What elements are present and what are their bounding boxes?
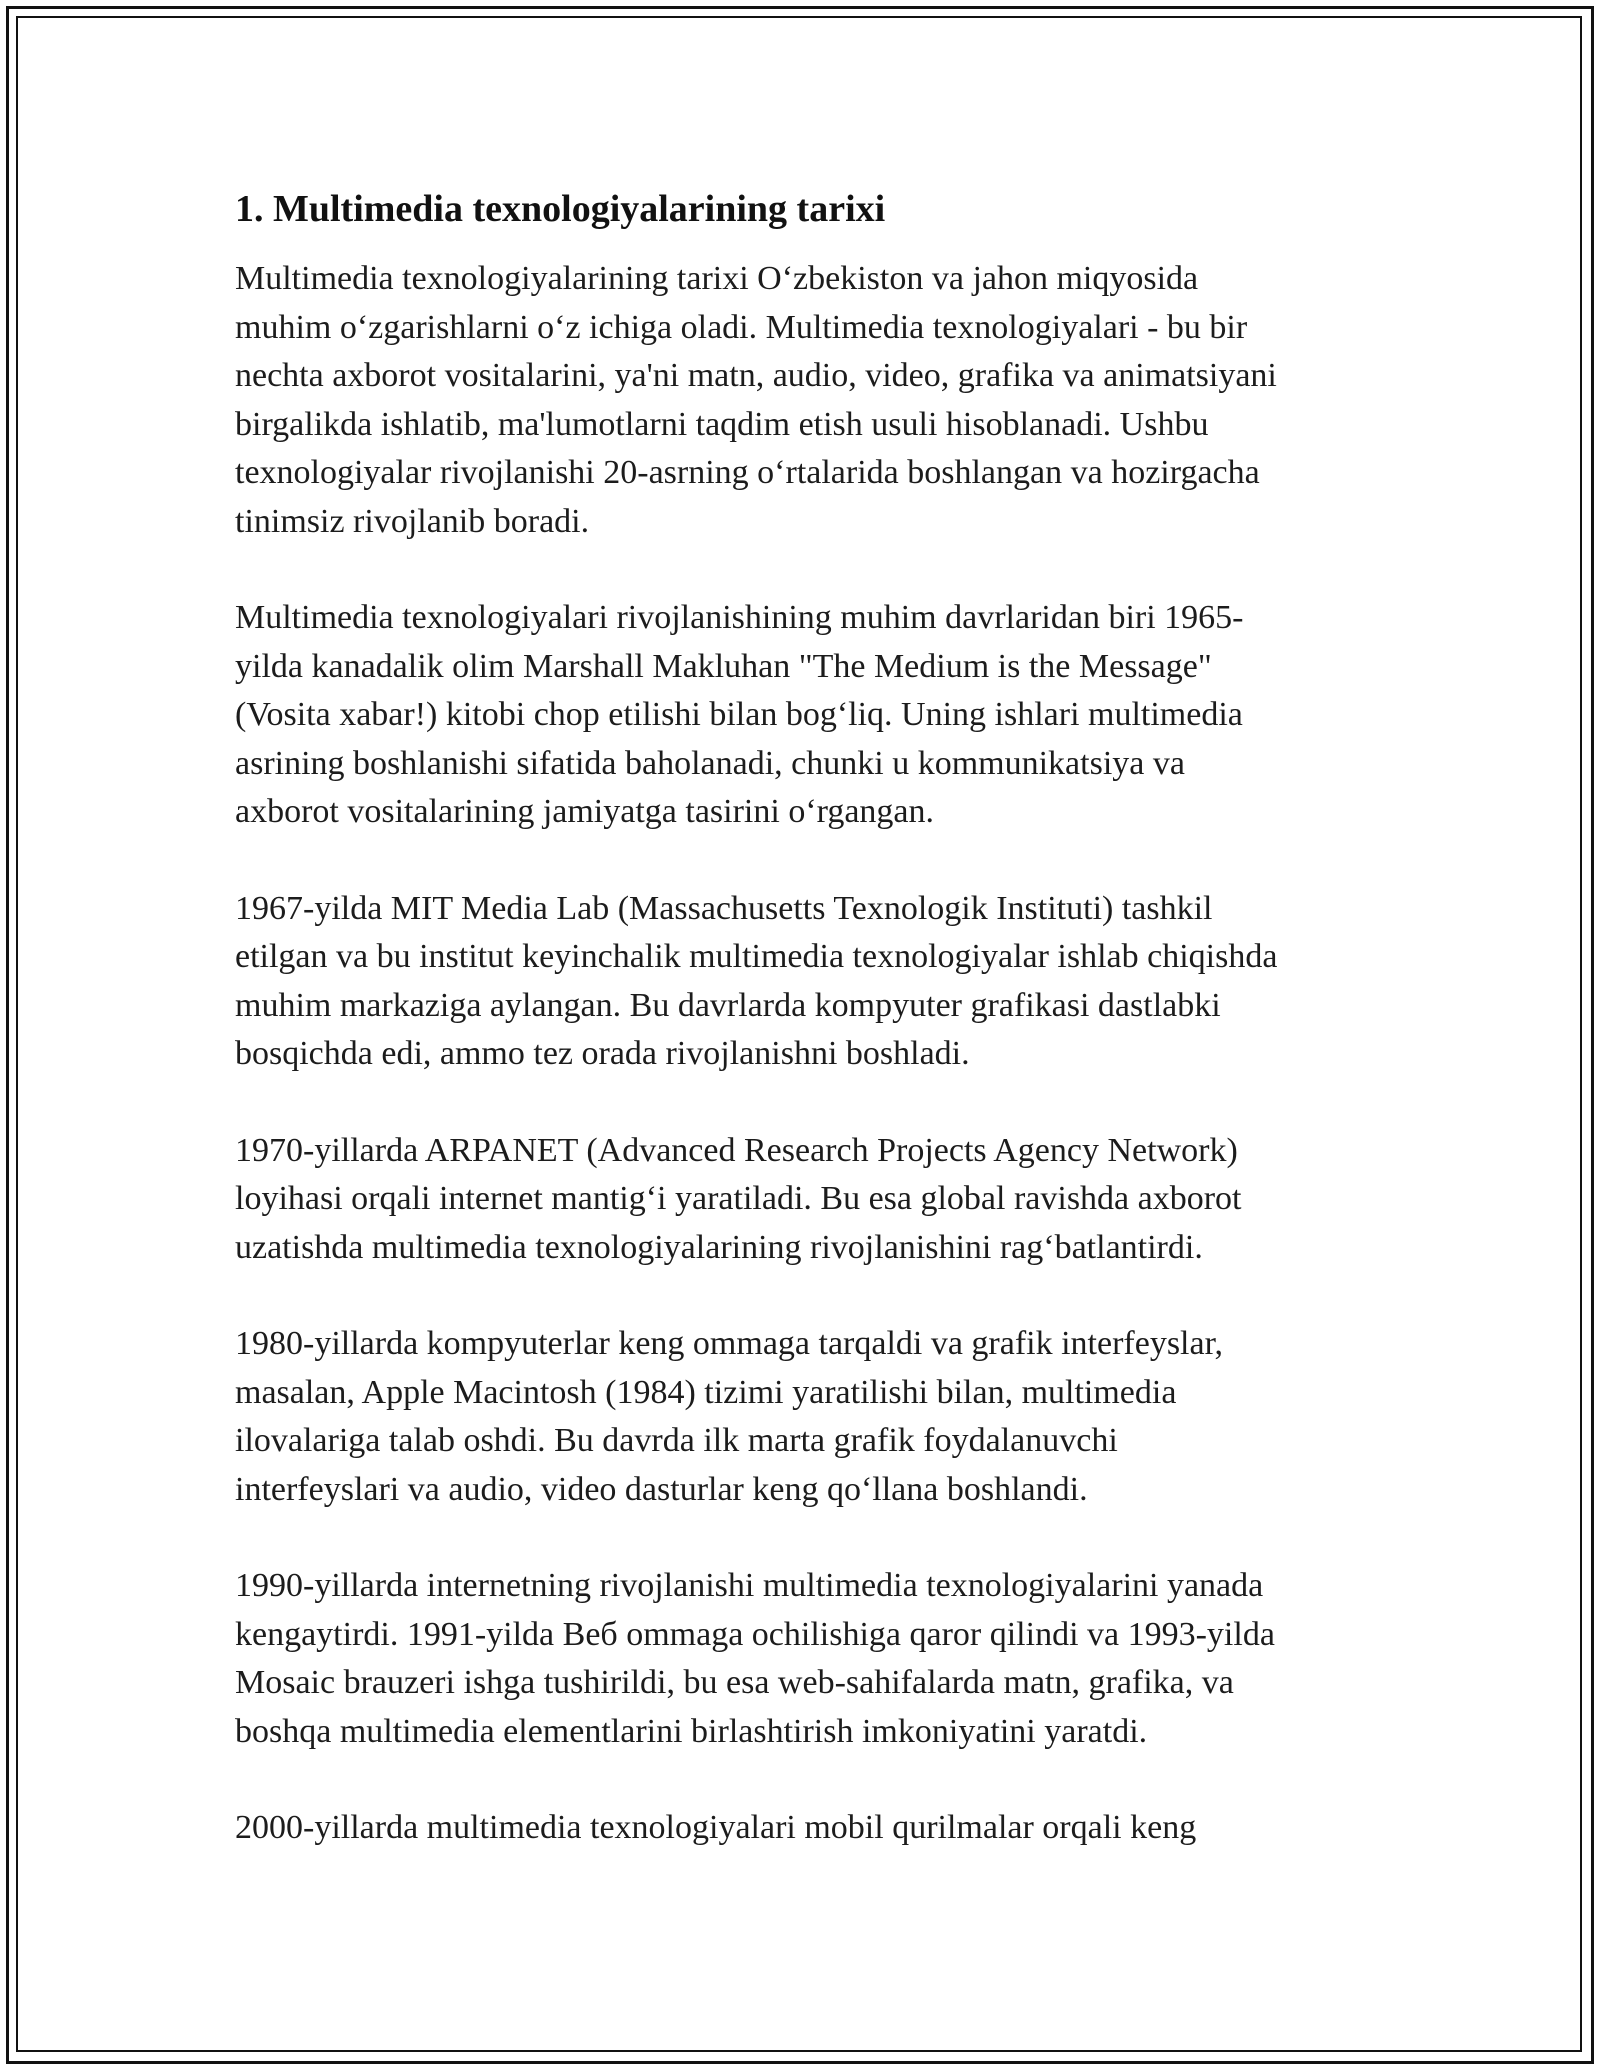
paragraph-intro: Multimedia texnologiyalarining tarixi O‘zbekiston va jahon miqyosida muhim o‘zgarishlarni o‘z ichiga oladi. Multimedia texnologiyalari - bu bir nechta axborot vositalarini, ya'ni matn, audio, video, grafika va animatsiyani birgalikda ishlatib, ma'lumotlarni taqdim etish usuli hisoblanadi. Ushbu texnologiyalar rivojlanishi 20-asrning o‘rtalarida boshlangan va hozirgacha tinimsiz rivojlanib boradi. — [235, 260, 1277, 540]
document-body — [235, 185, 1385, 1901]
paragraph-1990s: 1990-yillarda internetning rivojlanishi multimedia texnologiyalarini yanada kengaytirdi. 1991-yilda Веб ommaga ochilishiga qaror qilindi va 1993-yilda Mosaic brauzeri ishga tushirildi, bu esa web-sahifalarda matn, grafika, va boshqa multimedia elementlarini birlashtirish imkoniyatini yaratdi. — [235, 1567, 1275, 1750]
paragraph-1967: 1967-yilda MIT Media Lab (Massachusetts Texnologik Instituti) tashkil etilgan va bu institut keyinchalik multimedia texnologiyalar ishlab chiqishda muhim markaziga aylangan. Bu davrlarda kompyuter grafikasi dastlabki bosqichda edi, ammo tez orada rivojlanishni boshladi. — [235, 889, 1278, 1072]
paragraph-1965: Multimedia texnologiyalari rivojlanishining muhim davrlaridan biri 1965- yilda kanadalik olim Marshall Makluhan "The Medium is the Message" (Vosita xabar!) kitobi chop etilishi bilan bog‘liq. Uning ishlari multimedia asrining boshlanishi sifatida baholanadi, chunki u kommunikatsiya va axborot vositalarining jamiyatga tasirini o‘rgangan. — [235, 599, 1244, 830]
paragraph-1970s: 1970-yillarda ARPANET (Advanced Research Projects Agency Network) loyihasi orqali internet mantig‘i yaratiladi. Bu esa global ravishda axborot uzatishda multimedia texnologiyalarining rivojlanishini rag‘batlantirdi. — [235, 1131, 1242, 1266]
section-heading: 1. Multimedia texnologiyalarining tarixi — [235, 188, 886, 230]
paragraph-1980s: 1980-yillarda kompyuterlar keng ommaga tarqaldi va grafik interfeyslar, masalan, Apple Macintosh (1984) tizimi yaratilishi bilan, multimedia ilovalariga talab oshdi. Bu davrda ilk marta grafik foydalanuvchi interfeyslari va audio, video dasturlar keng qo‘llana boshlandi. — [235, 1325, 1224, 1508]
paragraph-2000s: 2000-yillarda multimedia texnologiyalari mobil qurilmalar orqali keng — [235, 1809, 1197, 1846]
